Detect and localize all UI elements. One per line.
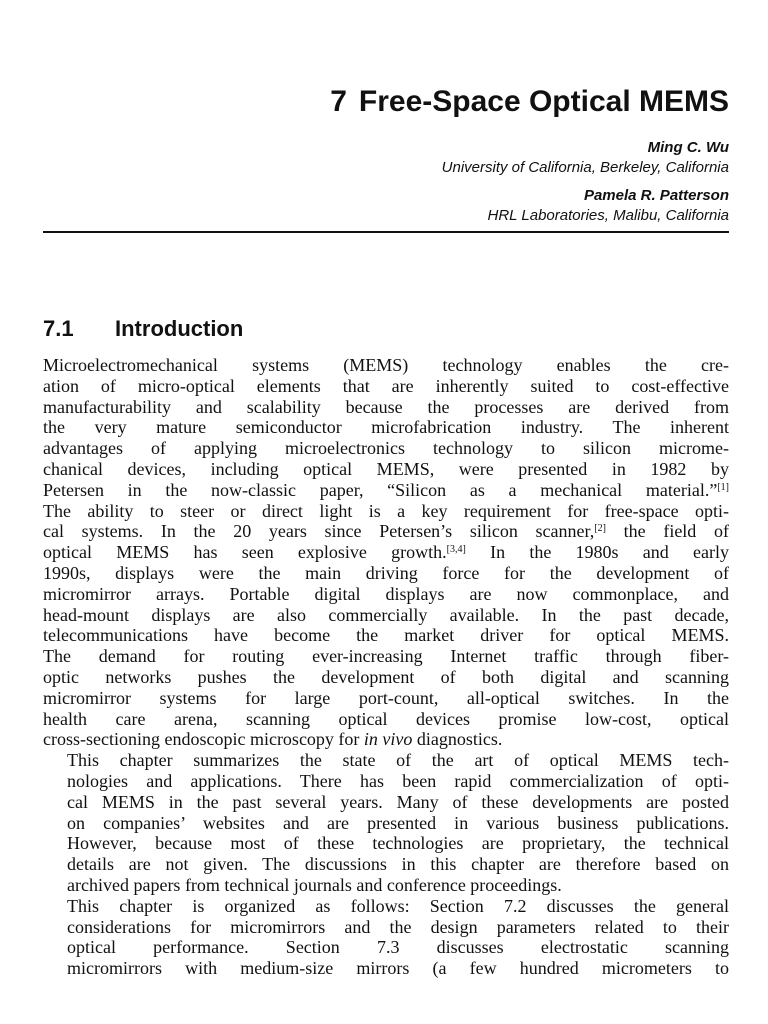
text-line: micromirrors with medium-size mirrors (a few hundred micrometers to	[67, 958, 729, 979]
author-affiliation: HRL Laboratories, Malibu, California	[487, 207, 729, 224]
paragraph-1	[43, 355, 729, 750]
text-line: optical performance. Section 7.3 discusses electrostatic scanning	[67, 937, 729, 958]
text-line	[43, 480, 729, 501]
text-line: the very mature semiconductor microfabrication industry. The inherent	[43, 417, 729, 438]
text-segment: Petersen in the now-classic paper, “Silicon as a mechanical material.”	[43, 479, 718, 500]
text-line: nologies and applications. There has been rapid commercialization of opti-	[67, 770, 729, 791]
italic-term: in vivo	[363, 729, 413, 750]
text-segment: the field of	[605, 521, 729, 542]
text-segment: In the 1980s and early	[465, 542, 729, 563]
chapter-title-text: Free-Space Optical MEMS	[358, 85, 729, 118]
text-line: optic networks pushes the development of both digital and scanning	[43, 666, 729, 687]
text-line: advantages of applying microelectronics technology to silicon microme-	[43, 438, 729, 459]
citation-ref: [3,4]	[446, 544, 466, 556]
chapter-number: 7	[330, 85, 347, 118]
text-line: archived papers from technical journals and conference proceedings.	[67, 874, 562, 895]
text-line: chanical devices, including optical MEMS, were presented in 1982 by	[43, 458, 729, 479]
text-line: head-mount displays are also commercially available. In the past decade,	[43, 604, 729, 625]
header-rule	[43, 231, 729, 233]
text-line: This chapter is organized as follows: Section 7.2 discusses the general	[67, 895, 729, 916]
author-name: Ming C. Wu	[647, 139, 729, 156]
section-title: Introduction	[115, 316, 244, 341]
text-line: This chapter summarizes the state of the art of optical MEMS tech-	[67, 750, 729, 771]
text-segment: cal systems. In the 20 years since Petersen’s silicon scanner,	[43, 521, 595, 542]
text-line: considerations for micromirrors and the design parameters related to their	[67, 916, 729, 937]
paragraph-3	[43, 896, 729, 979]
text-line: on companies’ websites and are presented in various business publications.	[67, 812, 729, 833]
text-segment: diagnostics.	[412, 729, 503, 750]
author-affiliation: University of California, Berkeley, California	[441, 159, 729, 176]
text-line: cal MEMS in the past several years. Many of these developments are posted	[67, 791, 729, 812]
chapter-title	[330, 84, 729, 120]
text-line	[43, 521, 729, 542]
section-number: 7.1	[43, 316, 74, 341]
section-heading	[43, 314, 243, 344]
text-line: ation of micro-optical elements that are inherently suited to cost-effective	[43, 375, 729, 396]
citation-ref: [1]	[717, 481, 729, 493]
author-name: Pamela R. Patterson	[583, 187, 729, 204]
text-line: Microelectromechanical systems (MEMS) technology enables the cre-	[43, 355, 729, 375]
text-line: However, because most of these technologies are proprietary, the technical	[67, 833, 729, 854]
text-line: manufacturability and scalability because the processes are derived from	[43, 396, 729, 417]
text-line	[43, 729, 729, 750]
document-page	[43, 0, 729, 1024]
text-line	[43, 542, 729, 563]
text-line: micromirror systems for large port-count, all-optical switches. In the	[43, 687, 729, 708]
text-line: health care arena, scanning optical devices promise low-cost, optical	[43, 708, 729, 729]
text-line: The ability to steer or direct light is a key requirement for free-space opti-	[43, 500, 729, 521]
author-block-1	[442, 138, 729, 178]
text-segment: optical MEMS has seen explosive growth.	[43, 542, 447, 563]
paragraph-2	[43, 750, 729, 896]
body-text	[43, 355, 729, 979]
text-line: 1990s, displays were the main driving force for the development of	[43, 562, 729, 583]
citation-ref: [2]	[594, 523, 606, 535]
text-line: details are not given. The discussions in this chapter are therefore based on	[67, 854, 729, 875]
text-line: micromirror arrays. Portable digital displays are now commonplace, and	[43, 583, 729, 604]
text-line: The demand for routing ever-increasing Internet traffic through fiber-	[43, 646, 729, 667]
text-segment: cross-sectioning endoscopic microscopy for	[43, 729, 364, 750]
author-block-2	[487, 186, 729, 226]
text-line: telecommunications have become the market driver for optical MEMS.	[43, 625, 729, 646]
